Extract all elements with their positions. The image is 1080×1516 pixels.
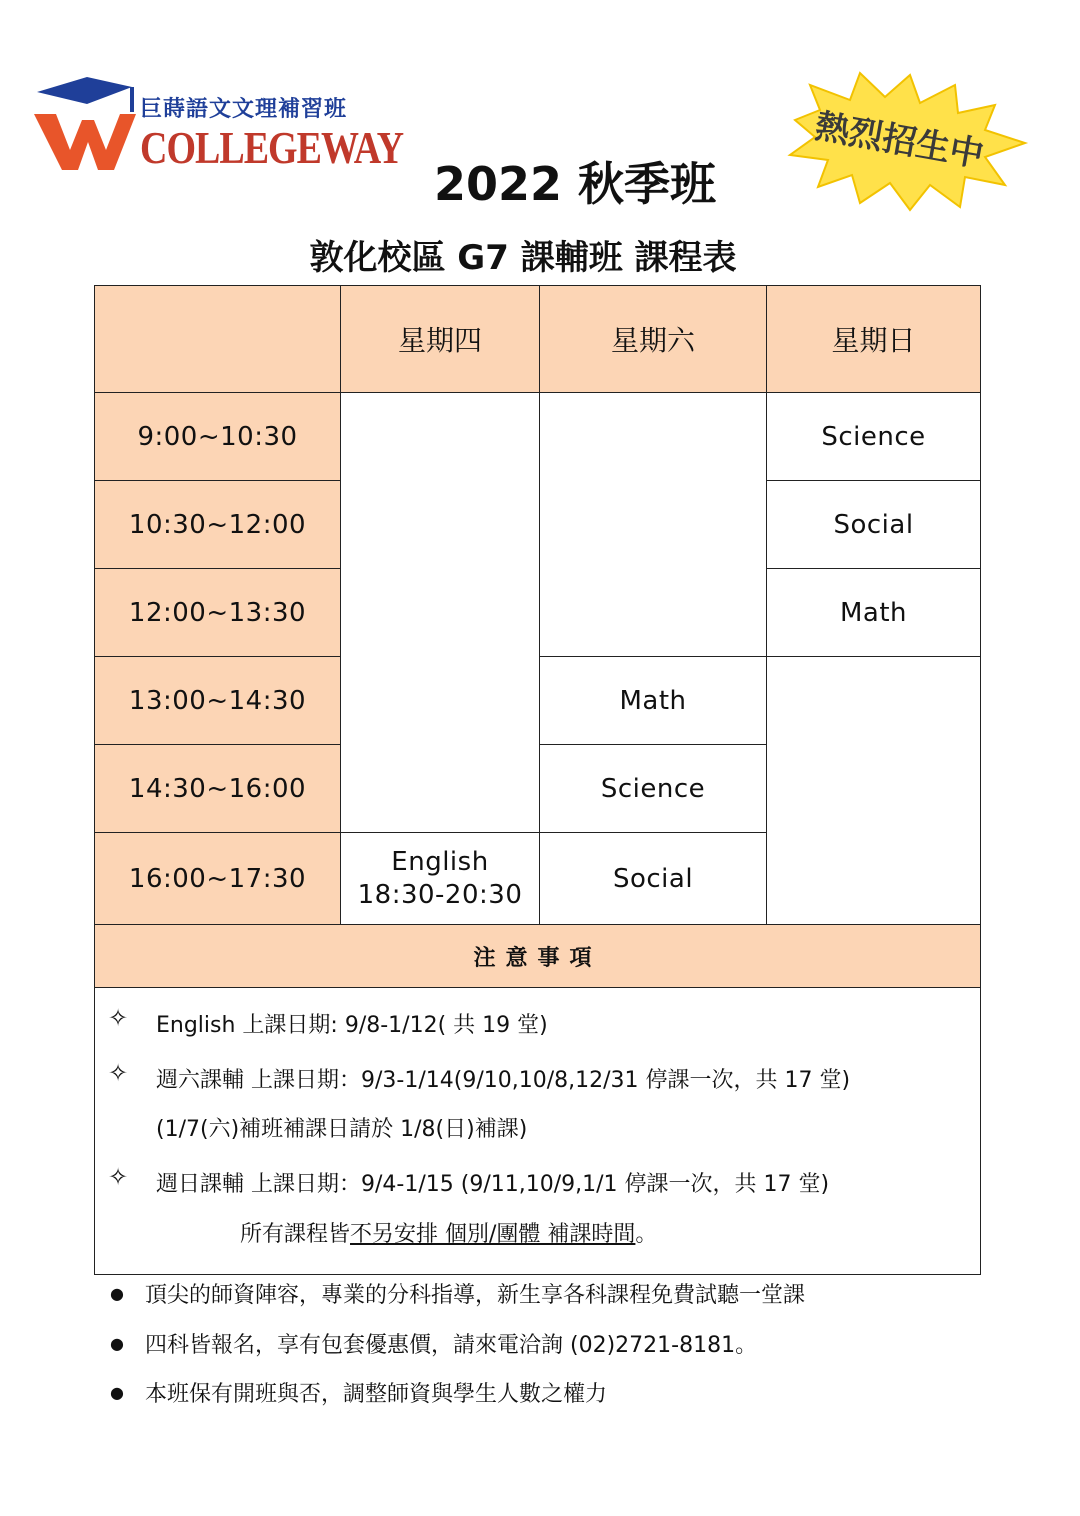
- header-thursday: 星期四: [340, 285, 540, 393]
- note-no-makeup-suffix: 。: [635, 1222, 658, 1247]
- time-slot-4: 13:00~14:30: [94, 656, 341, 745]
- thursday-english-cell: [340, 832, 540, 925]
- time-slot-6: 16:00~17:30: [94, 832, 341, 925]
- bullet-icon: ●: [110, 1383, 124, 1402]
- bullet-teachers: 頂尖的師資陣容，專業的分科指導，新生享各科課程免費試聽一堂課: [145, 1283, 806, 1308]
- header-saturday: 星期六: [539, 285, 767, 393]
- thursday-empty: [340, 392, 540, 833]
- sparkle-icon: ✧: [108, 1059, 129, 1087]
- time-slot-3: 12:00~13:30: [94, 568, 341, 657]
- thursday-subject: English: [391, 847, 489, 877]
- schedule-table: [94, 285, 981, 925]
- logo-chinese-name: 巨蒔語文文理補習班: [140, 96, 348, 122]
- burst-text: 熱烈招生中: [812, 106, 987, 176]
- bullet-rights: 本班保有開班與否，調整師資與學生人數之權力: [145, 1382, 608, 1407]
- saturday-slot-4: Math: [539, 656, 767, 745]
- saturday-empty: [539, 392, 767, 657]
- page-subtitle: 敦化校區 G7 課輔班 課程表: [309, 238, 737, 278]
- note-saturday-dates: 週六課輔 上課日期：9/3-1/14(9/10,10/8,12/31 停課一次，共 17 堂): [156, 1068, 851, 1093]
- note-english-dates: English 上課日期: 9/8-1/12( 共 19 堂): [156, 1013, 548, 1038]
- note-no-makeup: [240, 1217, 657, 1248]
- sunday-empty: [766, 656, 981, 925]
- time-slot-1: 9:00~10:30: [94, 392, 341, 481]
- notes-heading: 注意事項: [94, 924, 981, 988]
- sunday-slot-2: Social: [766, 480, 981, 569]
- bullet-package-price: 四科皆報名，享有包套優惠價，請來電洽詢 (02)2721-8181。: [145, 1333, 758, 1358]
- header-sunday: 星期日: [766, 285, 981, 393]
- logo-english-name: COLLEGEWAY: [140, 123, 404, 174]
- page-title: 2022 秋季班: [433, 157, 717, 211]
- note-saturday-makeup: (1/7(六)補班補課日請於 1/8(日)補課): [156, 1117, 528, 1142]
- sunday-slot-3: Math: [766, 568, 981, 657]
- saturday-slot-5: Science: [539, 744, 767, 833]
- header-corner: [94, 285, 341, 393]
- bullet-icon: ●: [110, 1284, 124, 1303]
- sunday-slot-1: Science: [766, 392, 981, 481]
- sparkle-icon: ✧: [108, 1004, 129, 1032]
- bullet-icon: ●: [110, 1334, 124, 1353]
- thursday-time: 18:30-20:30: [357, 879, 523, 910]
- sparkle-icon: ✧: [108, 1163, 129, 1191]
- note-no-makeup-prefix: 所有課程皆: [240, 1222, 351, 1247]
- time-slot-5: 14:30~16:00: [94, 744, 341, 833]
- saturday-slot-6: Social: [539, 832, 767, 925]
- note-sunday-dates: 週日課輔 上課日期：9/4-1/15 (9/11,10/9,1/1 停課一次，共 17 堂): [156, 1172, 830, 1197]
- time-slot-2: 10:30~12:00: [94, 480, 341, 569]
- note-no-makeup-underlined: 不另安排 個別/團體 補課時間: [350, 1222, 636, 1247]
